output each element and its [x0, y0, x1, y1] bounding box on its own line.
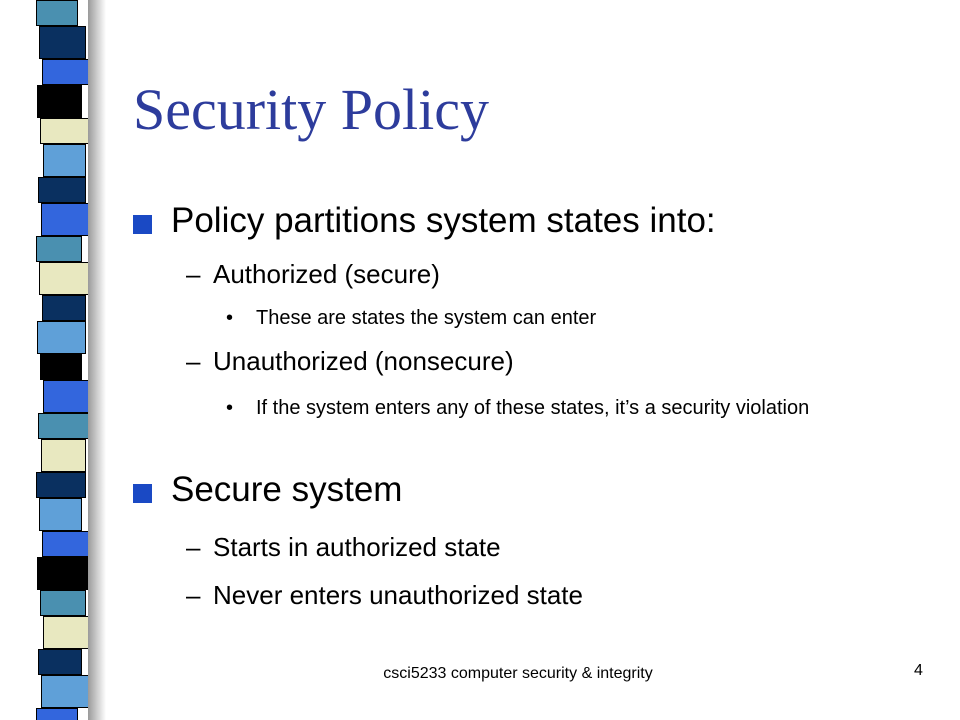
sub-bullet-text: Unauthorized (nonsecure) [213, 346, 514, 376]
sub-sub-bullet-text: If the system enters any of these states, it’s a security violation [256, 397, 810, 419]
stripe-block [38, 177, 86, 203]
stripe-block [42, 531, 90, 557]
dot-icon: • [226, 397, 234, 419]
bullet-2-text: Secure system [171, 470, 403, 509]
stripe-block [43, 380, 90, 413]
dash-icon: – [186, 580, 201, 610]
stripe-shadow [88, 0, 106, 720]
decorative-stripe [0, 0, 110, 720]
sub-bullet-text: Never enters unauthorized state [213, 580, 583, 610]
stripe-block [37, 557, 90, 590]
sub-bullet-authorized [186, 259, 440, 290]
stripe-block [43, 616, 94, 649]
stripe-block [38, 649, 82, 675]
sub-bullet-text: Authorized (secure) [213, 259, 440, 289]
stripe-block [37, 321, 86, 354]
stripe-block [39, 262, 90, 295]
stripe-block [40, 354, 82, 380]
stripe-block [41, 439, 86, 472]
stripe-block [41, 675, 90, 708]
footer-text: csci5233 computer security & integrity [383, 665, 653, 682]
stripe-block [40, 118, 90, 144]
dot-icon: • [226, 307, 234, 329]
stripe-block [43, 144, 86, 177]
bullet-square-icon [133, 215, 152, 234]
slide-title: Security Policy [133, 77, 490, 142]
stripe-block [42, 59, 94, 85]
stripe-block [40, 590, 86, 616]
stripe-block [39, 498, 82, 531]
stripe-block [36, 472, 86, 498]
stripe-block [36, 708, 78, 720]
sub-bullet-starts [186, 532, 501, 563]
dash-icon: – [186, 532, 201, 562]
bullet-square-icon [133, 484, 152, 503]
dash-icon: – [186, 259, 201, 289]
stripe-block [36, 0, 78, 26]
sub-bullet-unauthorized [186, 346, 514, 377]
sub-bullet-never [186, 580, 583, 611]
sub-bullet-text: Starts in authorized state [213, 532, 501, 562]
stripe-block [39, 26, 86, 59]
sub-sub-bullet-authorized [226, 306, 596, 331]
stripe-block [42, 295, 86, 321]
bullet-1-text: Policy partitions system states into: [171, 201, 716, 240]
stripe-block [38, 413, 90, 439]
page-number: 4 [914, 662, 923, 679]
stripe-block [37, 85, 82, 118]
sub-sub-bullet-unauthorized [226, 396, 926, 421]
dash-icon: – [186, 346, 201, 376]
stripe-block [41, 203, 94, 236]
sub-sub-bullet-text: These are states the system can enter [256, 307, 597, 329]
stripe-block [36, 236, 82, 262]
